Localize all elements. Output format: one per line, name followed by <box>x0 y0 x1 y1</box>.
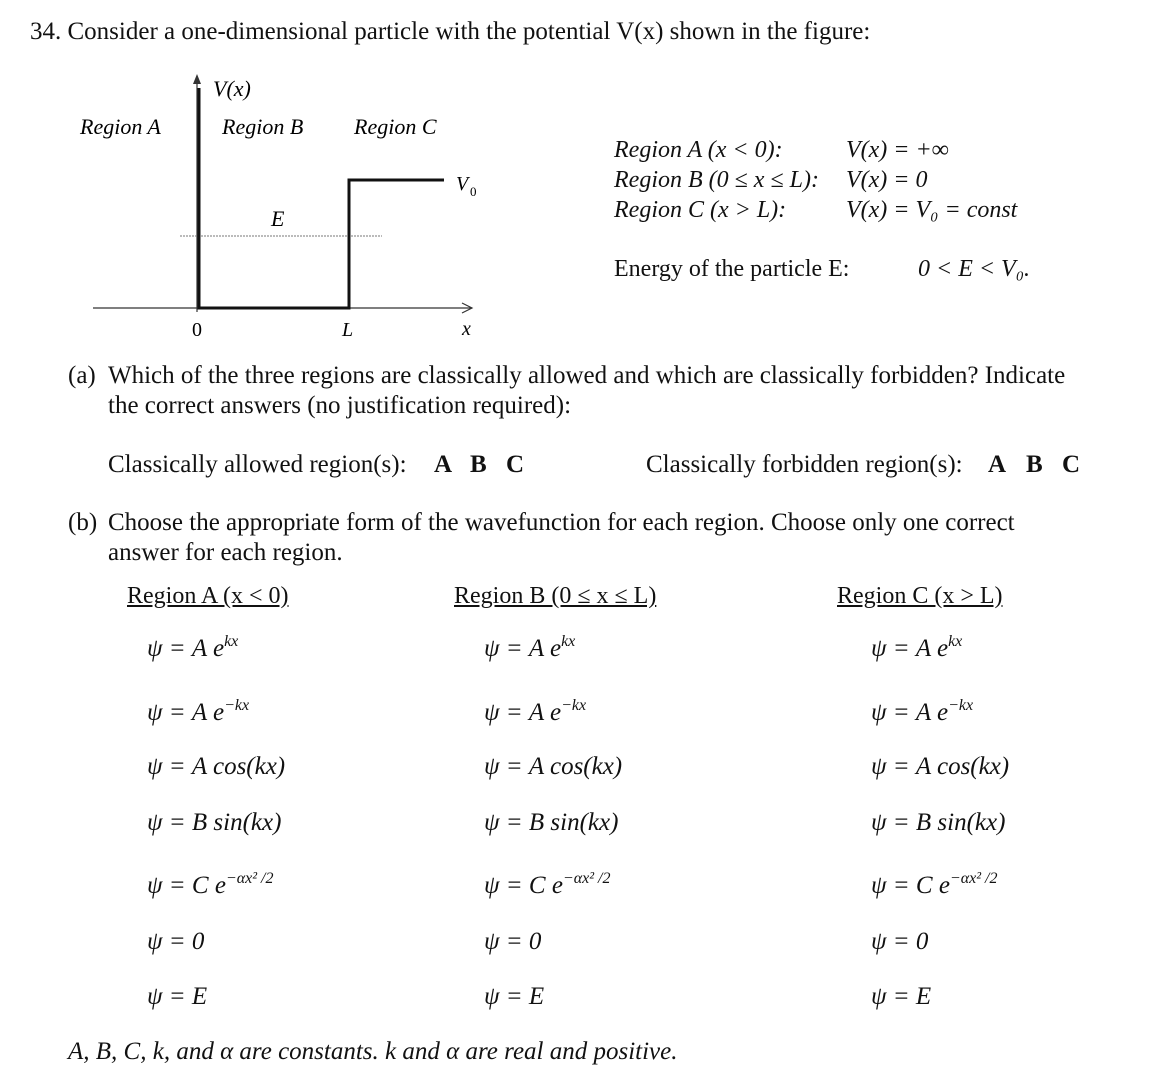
column-header-region-c: Region C (x > L) <box>837 583 1003 609</box>
option-b-sin[interactable]: ψ = B sin(kx) <box>484 809 619 836</box>
forbidden-label: Classically forbidden region(s): <box>646 451 963 478</box>
allowed-choice-a[interactable]: A <box>434 451 453 478</box>
option-c-zero[interactable]: ψ = 0 <box>871 928 929 955</box>
part-a-label: (a) <box>68 362 96 389</box>
option-c-e[interactable]: ψ = E <box>871 983 932 1010</box>
option-b-exp-minus-kx[interactable]: ψ = A $e^{-kx}$ <box>484 697 587 726</box>
v0-subscript: 0 <box>470 184 477 199</box>
option-b-exp-kx[interactable]: ψ = A $e^{kx}$ <box>484 633 576 662</box>
option-c-gaussian[interactable]: ψ = C $e^{-\alpha x^2 /2}$ <box>871 870 998 899</box>
y-axis-label: V(x) <box>213 76 251 101</box>
def-potential-a: V(x) = +∞ <box>846 137 949 163</box>
option-a-cos[interactable]: ψ = A cos(kx) <box>147 753 286 780</box>
option-a-exp-minus-kx[interactable]: ψ = A $e^{-kx}$ <box>147 697 250 726</box>
def-region-b: Region B (0 ≤ x ≤ L): <box>614 167 819 193</box>
option-b-gaussian[interactable]: ψ = C $e^{-\alpha x^2 /2}$ <box>484 870 611 899</box>
forbidden-choice-c[interactable]: C <box>1062 451 1081 478</box>
part-b-line1: Choose the appropriate form of the wavefunction for each region. Choose only one correct <box>108 509 1015 536</box>
def-region-a: Region A (x < 0): <box>614 137 783 163</box>
part-b-line2: answer for each region. <box>108 539 343 566</box>
allowed-choice-b[interactable]: B <box>470 451 487 478</box>
column-header-region-b: Region B (0 ≤ x ≤ L) <box>454 583 657 609</box>
def-potential-b: V(x) = 0 <box>846 167 928 193</box>
x-axis-label: x <box>462 318 471 340</box>
option-c-sin[interactable]: ψ = B sin(kx) <box>871 809 1006 836</box>
option-c-cos[interactable]: ψ = A cos(kx) <box>871 753 1010 780</box>
option-a-e[interactable]: ψ = E <box>147 983 208 1010</box>
constants-note: A, B, C, k, and α are constants. k and α are real and positive. <box>68 1038 678 1065</box>
tick-zero: 0 <box>192 319 202 341</box>
allowed-label: Classically allowed region(s): <box>108 451 407 478</box>
region-a-label: Region A <box>80 114 161 139</box>
option-a-gaussian[interactable]: ψ = C $e^{-\alpha x^2 /2}$ <box>147 870 274 899</box>
tick-l: L <box>342 319 354 341</box>
question-title: 34. Consider a one-dimensional particle with the potential V(x) shown in the figure: <box>30 18 871 45</box>
option-a-exp-kx[interactable]: ψ = A $e^{kx}$ <box>147 633 239 662</box>
option-c-exp-minus-kx[interactable]: ψ = A $e^{-kx}$ <box>871 697 974 726</box>
def-region-c: Region C (x > L): <box>614 197 787 223</box>
energy-range: 0 < E < V₀. <box>918 256 1031 282</box>
part-b-label: (b) <box>68 509 98 536</box>
part-a-line1: Which of the three regions are classically allowed and which are classically forbidden? Indicate <box>108 362 1066 389</box>
def-potential-c: V(x) = V₀ = const <box>846 197 1018 223</box>
option-a-sin[interactable]: ψ = B sin(kx) <box>147 809 282 836</box>
part-a-line2: the correct answers (no justification required): <box>108 392 572 419</box>
forbidden-choice-b[interactable]: B <box>1026 451 1043 478</box>
allowed-choice-c[interactable]: C <box>506 451 525 478</box>
option-b-e[interactable]: ψ = E <box>484 983 545 1010</box>
option-b-zero[interactable]: ψ = 0 <box>484 928 542 955</box>
column-header-region-a: Region A (x < 0) <box>127 583 289 609</box>
v0-label: V <box>456 173 469 195</box>
energy-label: E <box>271 206 285 231</box>
energy-label-text: Energy of the particle E: <box>614 256 850 282</box>
option-b-cos[interactable]: ψ = A cos(kx) <box>484 753 623 780</box>
region-b-label: Region B <box>222 114 304 139</box>
potential-figure <box>0 0 560 350</box>
forbidden-choice-a[interactable]: A <box>988 451 1007 478</box>
option-c-exp-kx[interactable]: ψ = A $e^{kx}$ <box>871 633 963 662</box>
region-c-label: Region C <box>354 114 437 139</box>
y-axis-arrow <box>193 74 201 84</box>
option-a-zero[interactable]: ψ = 0 <box>147 928 205 955</box>
